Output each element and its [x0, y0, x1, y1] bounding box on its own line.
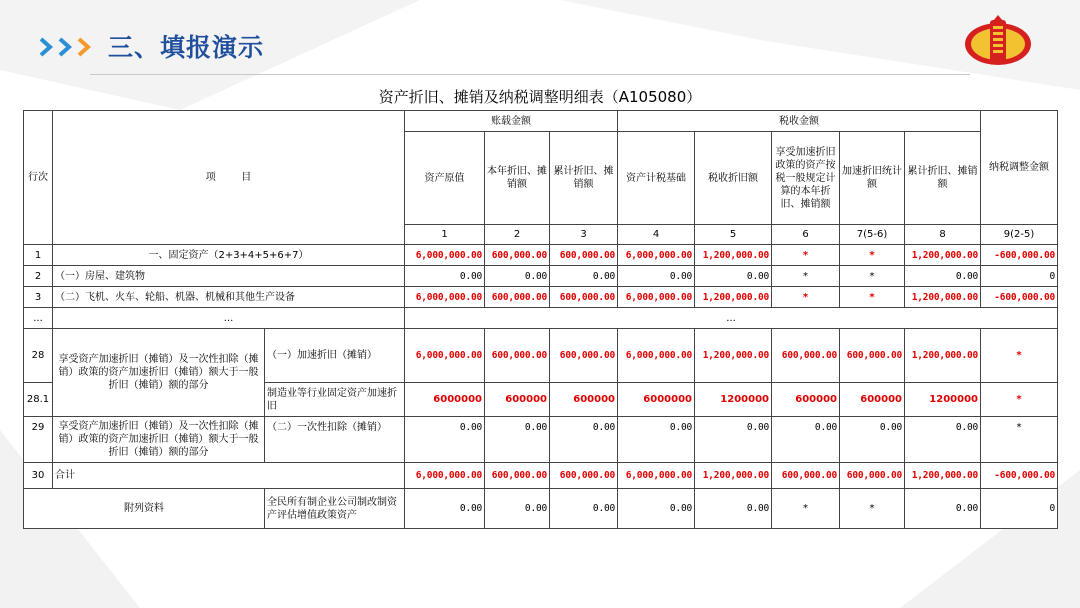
cell-value[interactable]: 6,000,000.00	[618, 463, 695, 489]
cell-value[interactable]: 6,000,000.00	[405, 329, 485, 383]
row-label: ...	[53, 308, 405, 329]
cell-value[interactable]: 0.00	[405, 489, 485, 529]
cell-value[interactable]: 0.00	[550, 417, 618, 463]
depreciation-table	[23, 110, 1058, 529]
cell-value[interactable]: 0.00	[772, 417, 840, 463]
cell-value: *	[772, 266, 840, 287]
cell-value[interactable]: 0.00	[905, 266, 981, 287]
cell-value[interactable]: 0.00	[695, 417, 772, 463]
cell-value[interactable]: 0.00	[905, 489, 981, 529]
cell-value[interactable]: 1,200,000.00	[905, 329, 981, 383]
cell-value[interactable]: 1200000	[695, 383, 772, 417]
cell-value[interactable]: 6000000	[618, 383, 695, 417]
cell-value[interactable]: 0.00	[618, 417, 695, 463]
cell-value[interactable]: -600,000.00	[981, 287, 1058, 308]
cell-value[interactable]: 600,000.00	[550, 287, 618, 308]
cell-value[interactable]: 1,200,000.00	[905, 287, 981, 308]
row-group-label: 享受资产加速折旧（摊销）及一次性扣除（摊销）政策的资产加速折旧（摊销）额大于一般折旧（摊销）额的部分	[53, 417, 265, 463]
cell-value[interactable]: 0.00	[840, 417, 905, 463]
slide-title: 三、填报演示	[108, 33, 265, 62]
cell-value: *	[772, 245, 840, 266]
row-no: ...	[24, 308, 53, 329]
cell-value[interactable]: 0	[981, 489, 1058, 529]
header-col-1: 资产原值	[405, 132, 485, 225]
cell-value[interactable]: 600,000.00	[840, 329, 905, 383]
header-adjust-amount: 纳税调整金额	[981, 111, 1058, 225]
col-number: 1	[405, 225, 485, 245]
row-no: 1	[24, 245, 53, 266]
cell-value[interactable]: -600,000.00	[981, 463, 1058, 489]
table-row-total	[24, 463, 1058, 489]
cell-value[interactable]: 600000	[485, 383, 550, 417]
cell-value[interactable]: 1,200,000.00	[695, 245, 772, 266]
header-book-amount: 账载金额	[405, 111, 618, 132]
cell-value[interactable]: 600,000.00	[550, 329, 618, 383]
cell-value[interactable]: 0.00	[695, 266, 772, 287]
cell-value[interactable]: 0.00	[405, 417, 485, 463]
chevron-arrows-icon	[38, 36, 94, 58]
row-no: 30	[24, 463, 53, 489]
header-col-3: 累计折旧、摊销额	[550, 132, 618, 225]
col-number: 7(5-6)	[840, 225, 905, 245]
header-col-5: 税收折旧额	[695, 132, 772, 225]
cell-value[interactable]: 0.00	[485, 266, 550, 287]
cell-value: *	[840, 245, 905, 266]
row-no: 28.1	[24, 383, 53, 417]
cell-value[interactable]: 6000000	[405, 383, 485, 417]
row-no: 3	[24, 287, 53, 308]
cell-value[interactable]: 600,000.00	[485, 463, 550, 489]
table-row	[24, 329, 1058, 383]
header-item: 项 目	[53, 111, 405, 245]
col-number: 9(2-5)	[981, 225, 1058, 245]
cell-value[interactable]: 0.00	[405, 266, 485, 287]
cell-value[interactable]: 0.00	[618, 489, 695, 529]
cell-value[interactable]: 6,000,000.00	[618, 287, 695, 308]
cell-value[interactable]: 600000	[550, 383, 618, 417]
cell-value[interactable]: 600000	[840, 383, 905, 417]
cell-value[interactable]: 0.00	[550, 489, 618, 529]
cell-value[interactable]: 0.00	[618, 266, 695, 287]
cell-value[interactable]: 600,000.00	[550, 245, 618, 266]
col-number: 4	[618, 225, 695, 245]
table-row	[24, 287, 1058, 308]
col-number: 6	[772, 225, 840, 245]
attachment-label: 附列资料	[24, 489, 265, 529]
cell-value[interactable]: 1,200,000.00	[695, 463, 772, 489]
cell-value: *	[840, 287, 905, 308]
attachment-sublabel: 全民所有制企业公司制改制资产评估增值政策资产	[265, 489, 405, 529]
cell-value: *	[772, 287, 840, 308]
table-row-ellipsis	[24, 308, 1058, 329]
col-number: 2	[485, 225, 550, 245]
row-label: （一）房屋、建筑物	[53, 266, 405, 287]
header-col-6: 享受加速折旧政策的资产按税一般规定计算的本年折旧、摊销额	[772, 132, 840, 225]
cell-value[interactable]: 600,000.00	[772, 329, 840, 383]
cell-value[interactable]: 600,000.00	[840, 463, 905, 489]
header-col-8: 累计折旧、摊销额	[905, 132, 981, 225]
table-title: 资产折旧、摊销及纳税调整明细表（A105080）	[378, 88, 702, 106]
ellipsis-values: ...	[405, 308, 1058, 329]
table-row	[24, 266, 1058, 287]
cell-value[interactable]: 600,000.00	[485, 245, 550, 266]
row-label: 一、固定资产（2+3+4+5+6+7）	[53, 245, 405, 266]
cell-value[interactable]: 600,000.00	[485, 287, 550, 308]
cell-value[interactable]: -600,000.00	[981, 245, 1058, 266]
row-label: （一）加速折旧（摊销）	[265, 329, 405, 383]
cell-value[interactable]: 1200000	[905, 383, 981, 417]
cell-value[interactable]: 600,000.00	[772, 463, 840, 489]
cell-value[interactable]: 1,200,000.00	[695, 287, 772, 308]
cell-value[interactable]: 6,000,000.00	[405, 245, 485, 266]
cell-value[interactable]: 600,000.00	[550, 463, 618, 489]
col-number: 5	[695, 225, 772, 245]
tax-emblem-logo	[962, 14, 1034, 68]
cell-value: *	[840, 489, 905, 529]
cell-value[interactable]: 0.00	[485, 417, 550, 463]
cell-value: *	[981, 329, 1058, 383]
title-divider	[90, 74, 970, 75]
cell-value[interactable]: 0.00	[695, 489, 772, 529]
cell-value: *	[772, 489, 840, 529]
cell-value[interactable]: 6,000,000.00	[405, 463, 485, 489]
row-label: 合计	[53, 463, 405, 489]
cell-value[interactable]: 0	[981, 266, 1058, 287]
header-col-7: 加速折旧统计额	[840, 132, 905, 225]
table-row	[24, 245, 1058, 266]
table-row-attachment	[24, 489, 1058, 529]
cell-value[interactable]: 1,200,000.00	[905, 463, 981, 489]
row-label: （二）飞机、火车、轮船、机器、机械和其他生产设备	[53, 287, 405, 308]
row-no: 29	[24, 417, 53, 463]
header-col-4: 资产计税基础	[618, 132, 695, 225]
col-number: 8	[905, 225, 981, 245]
cell-value[interactable]: 0.00	[485, 489, 550, 529]
cell-value[interactable]: 6,000,000.00	[405, 287, 485, 308]
cell-value: *	[981, 383, 1058, 417]
cell-value[interactable]: 1,200,000.00	[695, 329, 772, 383]
cell-value: *	[840, 266, 905, 287]
row-group-label: 享受资产加速折旧（摊销）及一次性扣除（摊销）政策的资产加速折旧（摊销）额大于一般折旧（摊销）额的部分	[53, 329, 265, 417]
cell-value[interactable]: 0.00	[550, 266, 618, 287]
cell-value[interactable]: 600000	[772, 383, 840, 417]
header-col-2: 本年折旧、摊销额	[485, 132, 550, 225]
cell-value[interactable]: 6,000,000.00	[618, 329, 695, 383]
table-row	[24, 417, 1058, 463]
row-no: 2	[24, 266, 53, 287]
header-tax-amount: 税收金额	[618, 111, 981, 132]
row-no: 28	[24, 329, 53, 383]
cell-value[interactable]: 1,200,000.00	[905, 245, 981, 266]
cell-value: *	[981, 417, 1058, 463]
cell-value[interactable]: 6,000,000.00	[618, 245, 695, 266]
cell-value[interactable]: 600,000.00	[485, 329, 550, 383]
row-label: （二）一次性扣除（摊销）	[265, 417, 405, 463]
cell-value[interactable]: 0.00	[905, 417, 981, 463]
header-row-no: 行次	[24, 111, 53, 245]
col-number: 3	[550, 225, 618, 245]
row-label: 制造业等行业固定资产加速折旧	[265, 383, 405, 417]
